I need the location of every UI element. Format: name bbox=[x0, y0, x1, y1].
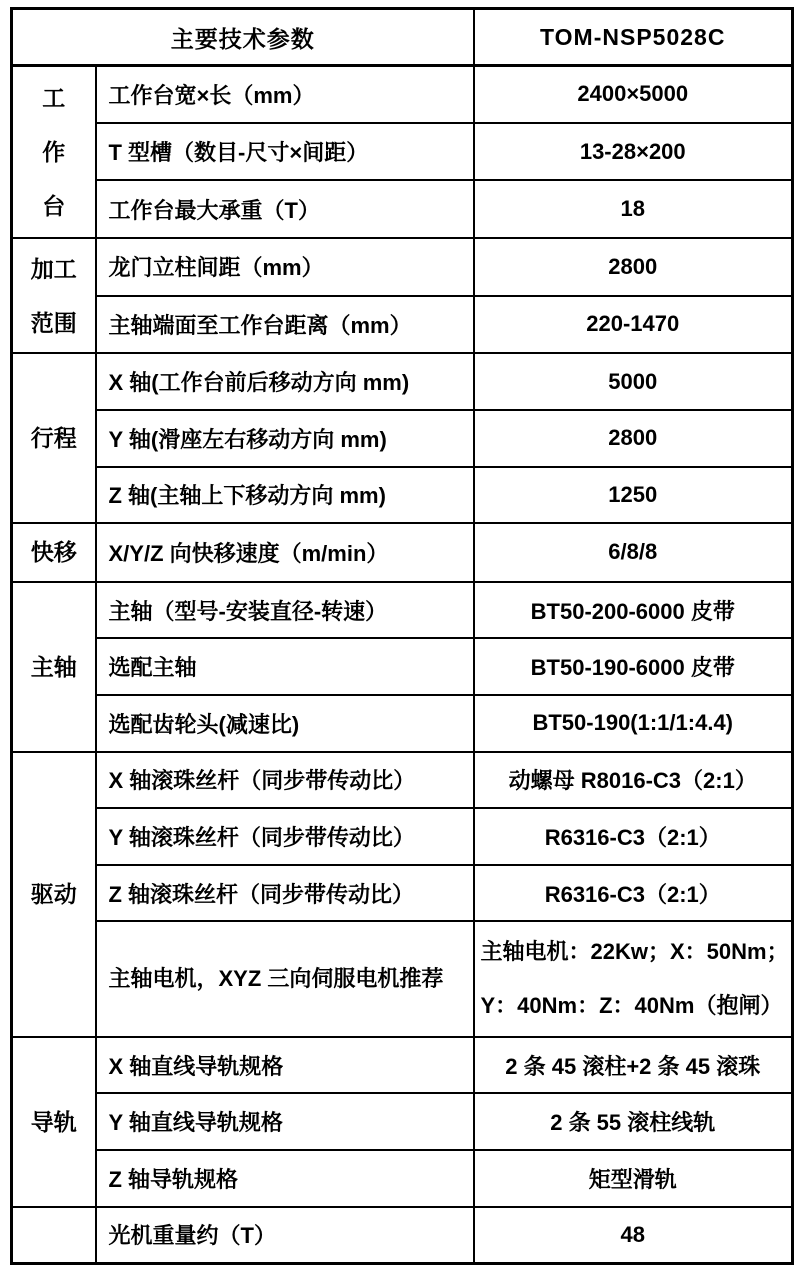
table-row bbox=[12, 638, 793, 695]
group-label-line: 作 bbox=[42, 138, 66, 165]
table-row bbox=[12, 353, 793, 410]
value-cell: 矩型滑轨 bbox=[474, 1150, 793, 1207]
group-label-cell bbox=[12, 523, 96, 582]
param-cell: X/Y/Z 向快移速度（m/min） bbox=[96, 523, 474, 582]
group-label bbox=[13, 525, 95, 579]
table-row bbox=[12, 123, 793, 180]
table-row bbox=[12, 180, 793, 238]
group-label-line: 工 bbox=[42, 84, 66, 111]
group-label bbox=[13, 242, 95, 350]
param-cell: Y 轴(滑座左右移动方向 mm) bbox=[96, 410, 474, 467]
table-row bbox=[12, 523, 793, 582]
param-cell: 龙门立柱间距（mm） bbox=[96, 238, 474, 296]
table-row bbox=[12, 410, 793, 467]
value-cell: R6316-C3（2:1） bbox=[474, 808, 793, 865]
group-label-line: 驱动 bbox=[30, 881, 77, 908]
param-cell: Z 轴(主轴上下移动方向 mm) bbox=[96, 467, 474, 524]
table-header-model: TOM-NSP5028C bbox=[474, 9, 793, 66]
group-label bbox=[13, 411, 95, 465]
param-cell: Y 轴滚珠丝杆（同步带传动比） bbox=[96, 808, 474, 865]
table-row bbox=[12, 752, 793, 809]
value-cell: 2400×5000 bbox=[474, 66, 793, 123]
value-cell: 48 bbox=[474, 1207, 793, 1264]
group-label-line: 导轨 bbox=[30, 1108, 77, 1135]
group-label bbox=[13, 640, 95, 694]
group-label-cell bbox=[12, 582, 96, 752]
value-cell: 动螺母 R8016-C3（2:1） bbox=[474, 752, 793, 809]
value-cell: 18 bbox=[474, 180, 793, 238]
value-cell: 13-28×200 bbox=[474, 123, 793, 180]
value-cell: 5000 bbox=[474, 353, 793, 410]
group-label-cell bbox=[12, 353, 96, 523]
group-label-cell bbox=[12, 1037, 96, 1207]
param-cell: 主轴电机，XYZ 三向伺服电机推荐 bbox=[96, 921, 474, 1036]
group-label-line: 行程 bbox=[30, 425, 77, 452]
param-cell: 工作台最大承重（T） bbox=[96, 180, 474, 238]
value-cell: 2 条 45 滚柱+2 条 45 滚珠 bbox=[474, 1037, 793, 1094]
group-label-cell bbox=[12, 1207, 96, 1264]
param-cell: T 型槽（数目-尺寸×间距） bbox=[96, 123, 474, 180]
group-label-cell bbox=[12, 66, 96, 238]
table-row bbox=[12, 296, 793, 354]
param-cell: Z 轴滚珠丝杆（同步带传动比） bbox=[96, 865, 474, 922]
value-cell: 2800 bbox=[474, 410, 793, 467]
group-label-line: 范围 bbox=[30, 309, 77, 336]
param-cell: 工作台宽×长（mm） bbox=[96, 66, 474, 123]
group-label-line: 台 bbox=[42, 192, 66, 219]
value-cell: 2800 bbox=[474, 238, 793, 296]
param-cell: 选配主轴 bbox=[96, 638, 474, 695]
value-cell: 2 条 55 滚柱线轨 bbox=[474, 1093, 793, 1150]
group-label bbox=[13, 71, 95, 233]
value-cell: 1250 bbox=[474, 467, 793, 524]
table-row bbox=[12, 921, 793, 1036]
param-cell: X 轴滚珠丝杆（同步带传动比） bbox=[96, 752, 474, 809]
table-row bbox=[12, 1207, 793, 1264]
group-label-line: 加工 bbox=[30, 255, 77, 282]
value-cell: BT50-190(1:1/1:4.4) bbox=[474, 695, 793, 752]
table-row bbox=[12, 1150, 793, 1207]
param-cell: X 轴直线导轨规格 bbox=[96, 1037, 474, 1094]
value-cell: BT50-190-6000 皮带 bbox=[474, 638, 793, 695]
value-cell: R6316-C3（2:1） bbox=[474, 865, 793, 922]
group-label bbox=[13, 867, 95, 921]
table-row bbox=[12, 1093, 793, 1150]
param-cell: 主轴端面至工作台距离（mm） bbox=[96, 296, 474, 354]
table-row bbox=[12, 808, 793, 865]
param-cell: 选配齿轮头(减速比) bbox=[96, 695, 474, 752]
table-row bbox=[12, 238, 793, 296]
value-cell: 6/8/8 bbox=[474, 523, 793, 582]
table-row bbox=[12, 1037, 793, 1094]
table-row bbox=[12, 695, 793, 752]
param-cell: X 轴(工作台前后移动方向 mm) bbox=[96, 353, 474, 410]
group-label-cell bbox=[12, 752, 96, 1037]
value-cell: BT50-200-6000 皮带 bbox=[474, 582, 793, 639]
group-label-line: 主轴 bbox=[30, 653, 77, 680]
group-label-cell bbox=[12, 238, 96, 353]
table-row bbox=[12, 66, 793, 123]
param-cell: 光机重量约（T） bbox=[96, 1207, 474, 1264]
table-header-param-title: 主要技术参数 bbox=[12, 9, 474, 66]
table-row bbox=[12, 582, 793, 639]
param-cell: Z 轴导轨规格 bbox=[96, 1150, 474, 1207]
table-row bbox=[12, 467, 793, 524]
param-cell: 主轴（型号-安装直径-转速） bbox=[96, 582, 474, 639]
table-row bbox=[12, 865, 793, 922]
value-cell: 220-1470 bbox=[474, 296, 793, 354]
group-label bbox=[13, 1095, 95, 1149]
spec-table-body bbox=[12, 66, 793, 1264]
spec-table bbox=[10, 7, 794, 1265]
value-cell: 主轴电机：22Kw；X：50Nm；Y：40Nm：Z：40Nm（抱闸） bbox=[474, 921, 793, 1036]
table-header-row bbox=[12, 9, 793, 66]
param-cell: Y 轴直线导轨规格 bbox=[96, 1093, 474, 1150]
group-label-line: 快移 bbox=[30, 539, 77, 566]
